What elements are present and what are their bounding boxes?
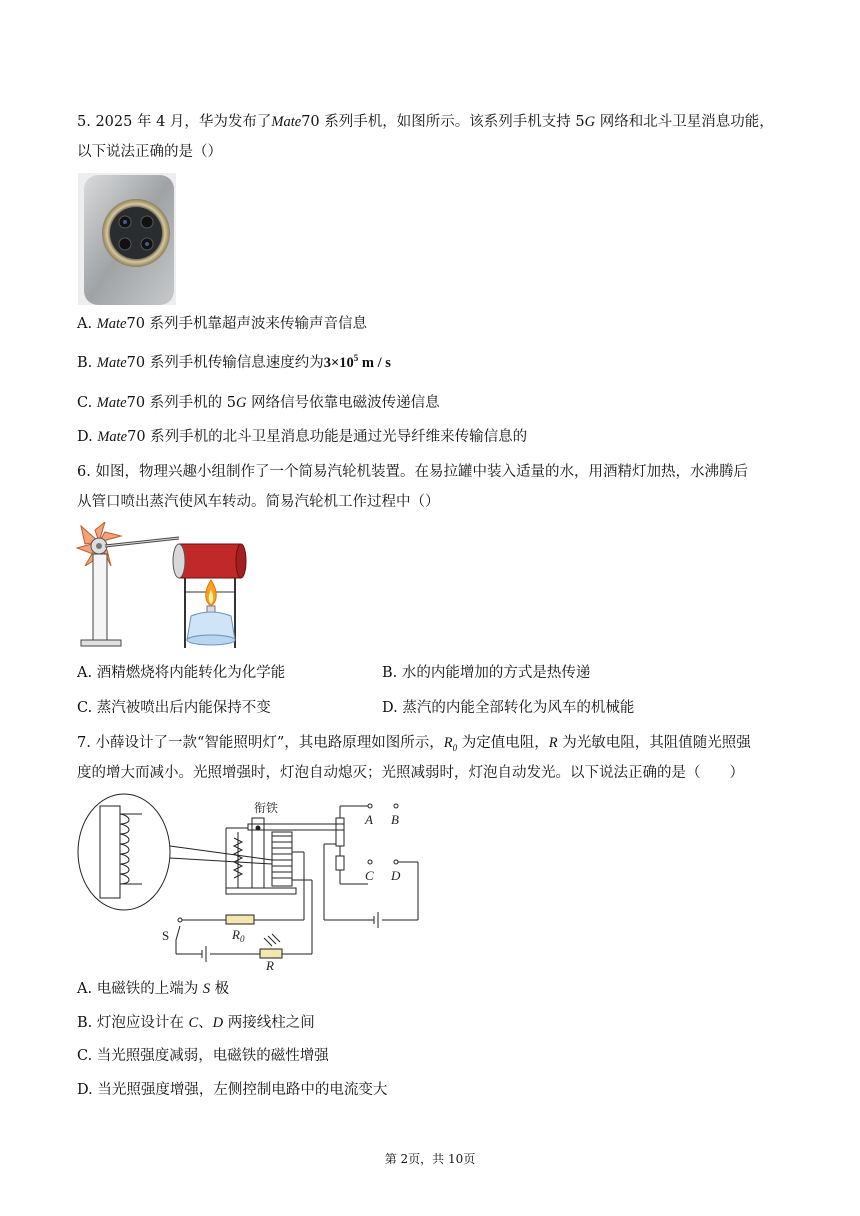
q5-stem-line2: 以下说法正确的是（） xyxy=(77,144,222,160)
r-label: R xyxy=(266,958,274,970)
terminal-d-label: D xyxy=(391,868,401,883)
q7-option-c[interactable]: C. 当光照强度减弱，电磁铁的磁性增强 xyxy=(77,1048,329,1064)
circuit-diagram xyxy=(76,792,426,970)
steam-turbine-figure xyxy=(75,522,255,654)
q7-stem-line1: 7. 小薛设计了一款“智能照明灯”，其电路原理如图所示，$R_0$ 为定值电阻，R 为光敏电阻，其阻值随光照强 xyxy=(77,735,751,753)
q5-option-a[interactable]: A. Mate70 系列手机靠超声波来传输声音信息 xyxy=(77,316,368,332)
q6-option-d[interactable]: D. 蒸汽的内能全部转化为风车的机械能 xyxy=(382,700,635,716)
terminal-a-label: A xyxy=(365,812,373,827)
q5-option-c[interactable]: C. Mate70 系列手机的 5G 网络信号依靠电磁波传递信息 xyxy=(77,395,440,411)
r0-label: $R_0$ xyxy=(232,927,245,944)
q7-option-b[interactable]: B. 灯泡应设计在 C、D 两接线柱之间 xyxy=(77,1015,315,1031)
armature-label: 衔铁 xyxy=(254,801,279,815)
q6-option-b[interactable]: B. 水的内能增加的方式是热传递 xyxy=(382,665,591,681)
q6-option-a[interactable]: A. 酒精燃烧将内能转化为化学能 xyxy=(77,665,286,681)
page-footer: 第 2页，共 10页 xyxy=(384,1152,476,1166)
q5-stem-line1: 5. 2025 年 4 月，华为发布了Mate70 系列手机，如图所示。该系列手机支持 5G 网络和北斗卫星消息功能， xyxy=(77,114,774,130)
terminal-c-label: C xyxy=(365,868,374,883)
phone-image xyxy=(78,173,176,305)
q6-option-c[interactable]: C. 蒸汽被喷出后内能保持不变 xyxy=(77,700,271,716)
q7-option-d[interactable]: D. 当光照强度增强，左侧控制电路中的电流变大 xyxy=(77,1082,388,1098)
q5-option-d[interactable]: D. Mate70 系列手机的北斗卫星消息功能是通过光导纤维来传输信息的 xyxy=(77,429,528,445)
q6-stem-line1: 6. 如图，物理兴趣小组制作了一个简易汽轮机装置。在易拉罐中装入适量的水，用酒精灯加热，水沸腾后 xyxy=(77,464,748,480)
terminal-b-label: B xyxy=(391,812,399,827)
q7-option-a[interactable]: A. 电磁铁的上端为 S 极 xyxy=(77,981,230,997)
q5-option-b[interactable]: B. Mate70 系列手机传输信息速度约为$3\times 10^5$ m / s xyxy=(77,353,391,371)
q7-stem-line2: 度的增大而减小。光照增强时，灯泡自动熄灭；光照减弱时，灯泡自动发光。以下说法正确的是（ ） xyxy=(77,765,744,781)
switch-s-label: S xyxy=(162,928,170,943)
q6-stem-line2: 从管口喷出蒸汽使风车转动。简易汽轮机工作过程中（） xyxy=(77,494,440,510)
